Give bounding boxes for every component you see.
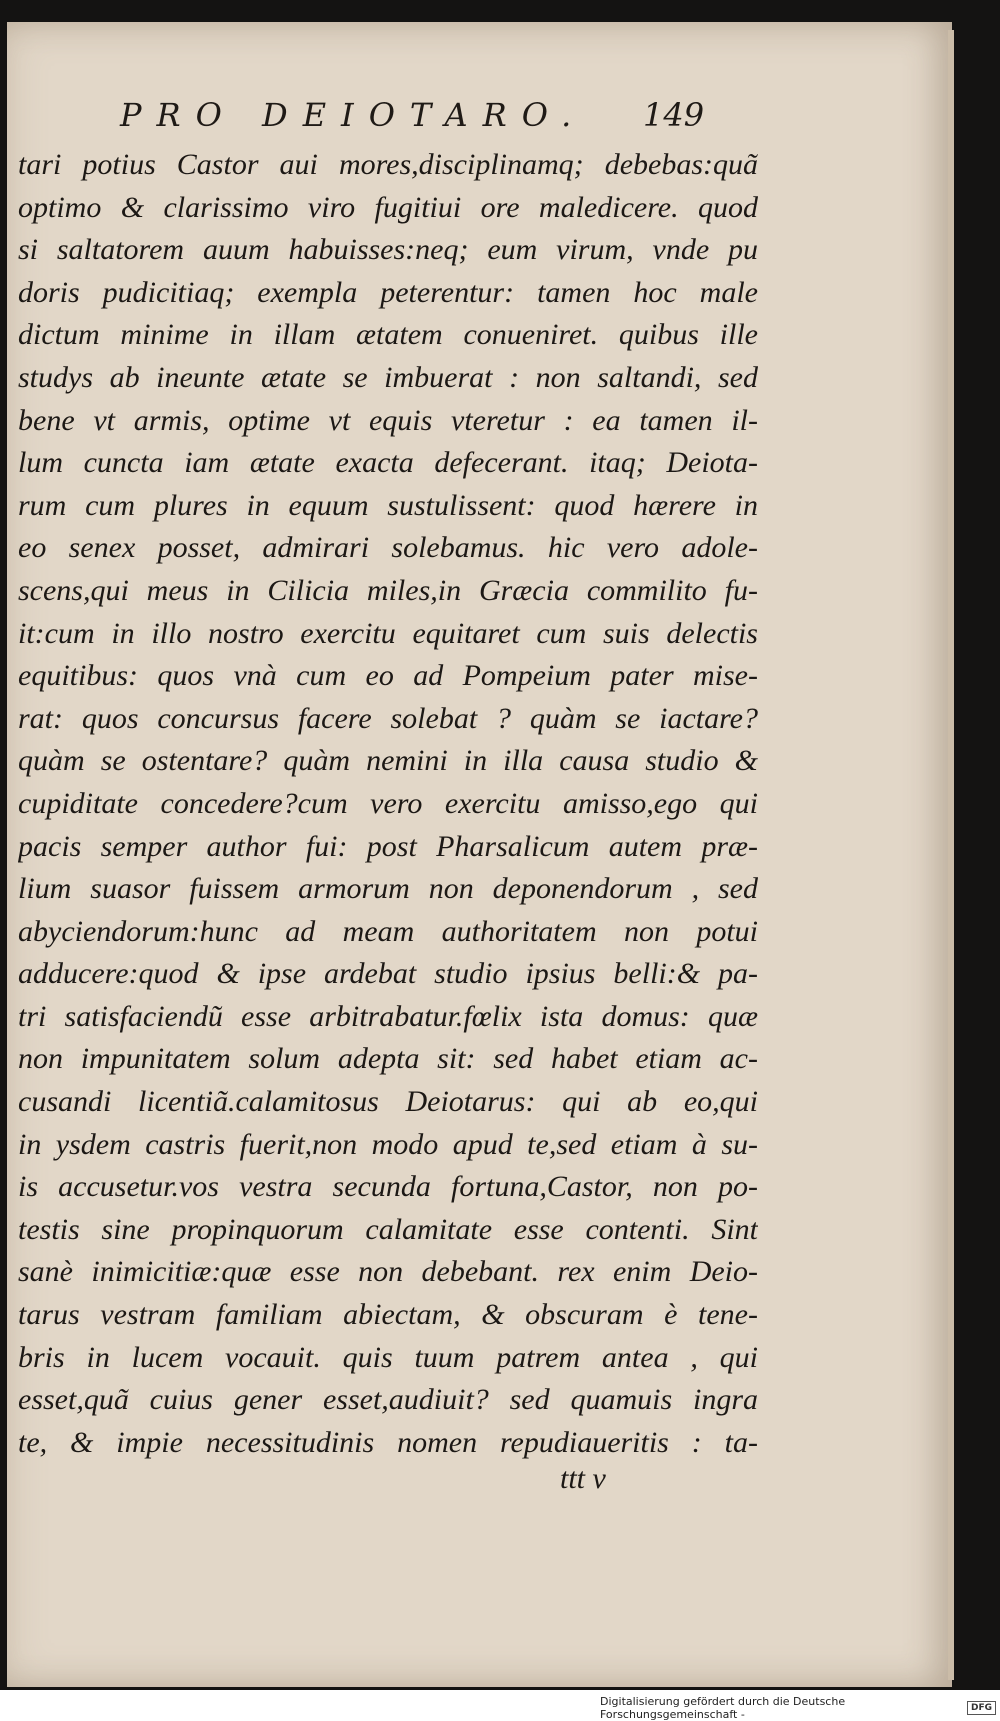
text-line: studys ab ineunte ætate se imbuerat : non saltandi, sed <box>18 360 758 394</box>
text-line: tari potius Castor aui mores,disciplinamq; debebas:quã <box>18 148 758 181</box>
text-line: is accusetur.vos vestra secunda fortuna,Castor, non po- <box>18 1170 758 1204</box>
text-block <box>18 144 758 1464</box>
text-line: scens,qui meus in Cilicia miles,in Græcia commilito fu- <box>18 573 758 607</box>
text-line: equitibus: quos vnà cum eo ad Pompeium pater mise- <box>18 659 758 693</box>
text-line: rum cum plures in equum sustulissent: quod hærere in <box>18 488 758 522</box>
catchword: ttt v <box>560 1462 606 1495</box>
text-line: esset,quã cuius gener esset,audiuit? sed quamuis ingra <box>18 1383 758 1417</box>
text-line: lum cuncta iam ætate exacta defecerant. itaq; Deiota- <box>18 446 758 480</box>
text-line: tri satisfaciendũ esse arbitrabatur.fœlix ista domus: quæ <box>18 999 758 1033</box>
text-line: bene vt armis, optime vt equis vteretur : ea tamen il- <box>18 403 758 437</box>
text-line: dictum minime in illam ætatem conueniret. quibus ille <box>18 318 758 352</box>
funding-note: Digitalisierung gefördert durch die Deutsche Forschungsgemeinschaft - <box>600 1695 846 1721</box>
page-number: 149 <box>643 96 705 134</box>
text-line: lium suasor fuissem armorum non deponendorum , sed <box>18 872 758 906</box>
text-line: in ysdem castris fuerit,non modo apud te,sed etiam à su- <box>18 1127 758 1161</box>
text-line: te, & impie necessitudinis nomen repudiaueritis : ta- <box>18 1425 758 1459</box>
text-line: cusandi licentiã.calamitosus Deiotarus: qui ab eo,qui <box>18 1085 758 1119</box>
text-line: non impunitatem solum adepta sit: sed habet etiam ac- <box>18 1042 758 1076</box>
dfg-logo: DFG <box>967 1701 996 1715</box>
text-line: eo senex posset, admirari solebamus. hic vero adole- <box>18 531 758 565</box>
text-line: pacis semper author fui: post Pharsalicum autem præ- <box>18 829 758 863</box>
text-line: sanè inimicitiæ:quæ esse non debebant. rex enim Deio- <box>18 1255 758 1289</box>
text-line: testis sine propinquorum calamitate esse contenti. Sint <box>18 1212 758 1246</box>
text-line: bris in lucem vocauit. quis tuum patrem antea , qui <box>18 1340 758 1374</box>
text-line: adducere:quod & ipse ardebat studio ipsius belli:& pa- <box>18 957 758 991</box>
text-line: abyciendorum:hunc ad meam authoritatem non potui <box>18 914 758 948</box>
text-line: quàm se ostentare? quàm nemini in illa causa studio & <box>18 744 758 778</box>
text-line: optimo & clarissimo viro fugitiui ore maledicere. quod <box>18 190 758 224</box>
text-line: it:cum in illo nostro exercitu equitaret cum suis delectis <box>18 616 758 650</box>
text-line: cupiditate concedere?cum vero exercitu amisso,ego qui <box>18 786 758 820</box>
text-line: si saltatorem auum habuisses:neq; eum virum, vnde pu <box>18 233 758 267</box>
text-line: doris pudicitiaq; exempla peterentur: tamen hoc male <box>18 275 758 309</box>
running-head: PRO DEIOTARO. <box>120 96 587 134</box>
text-line: rat: quos concursus facere solebat ? quàm se iactare? <box>18 701 758 735</box>
page-edge <box>948 30 954 1680</box>
digitization-credit <box>600 1695 1000 1721</box>
text-line: tarus vestram familiam abiectam, & obscuram è tene- <box>18 1298 758 1332</box>
